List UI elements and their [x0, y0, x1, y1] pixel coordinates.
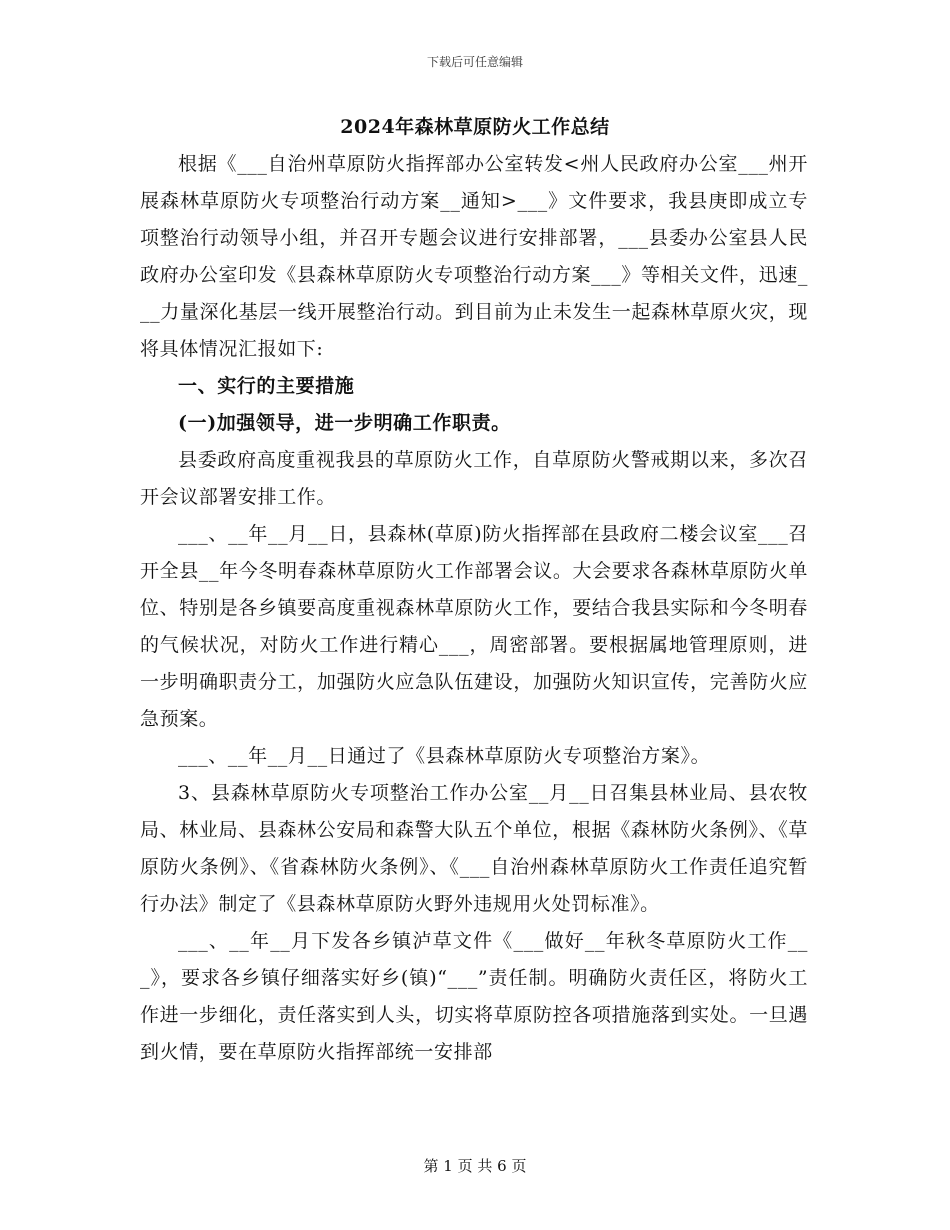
document-body — [140, 146, 808, 1071]
paragraph-intro: 根据《___自治州草原防火指挥部办公室转发<州人民政府办公室___州开展森林草原防火专项整治行动方案__通知>___》文件要求，我县庚即成立专项整治行动领导小组，并召开专题会议进行安排部署，___县委办公室县人民政府办公室印发《县森林草原防火专项整治行动方案___》等相关文件，迅速___力量深化基层一线开展整治行动。到目前为止未发生一起森林草原火灾，现将具体情况汇报如下: — [140, 153, 808, 360]
paragraph-plan-approved: ___、__年__月__日通过了《县森林草原防火专项整治方案》。 — [178, 745, 711, 767]
paragraph-township-notice: ___、__年__月下发各乡镇泸草文件《___做好__年秋冬草原防火工作___》，要求各乡镇仔细落实好乡(镇)“___”责任制。明确防火责任区，将防火工作进一步细化，责任落实到人头，切实将草原防控各项措施落到实处。一旦遇到火情，要在草原防火指挥部统一安排部 — [140, 930, 808, 1063]
document-title: 2024年森林草原防火工作总结 — [340, 116, 610, 138]
page-header-note: 下载后可任意编辑 — [426, 55, 523, 69]
paragraph-leadership: 县委政府高度重视我县的草原防火工作，自草原防火警戒期以来，多次召开会议部署安排工作。 — [140, 449, 808, 508]
paragraph-penalty-standard: 3、县森林草原防火专项整治工作办公室__月__日召集县林业局、县农牧局、林业局、县森林公安局和森警大队五个单位，根据《森林防火条例》、《草原防火条例》、《省森林防火条例》、《___自治州森林草原防火工作责任追究暂行办法》制定了《县森林草原防火野外违规用火处罚标准》。 — [140, 782, 808, 915]
subsection-heading-leadership: (一)加强领导，进一步明确工作职责。 — [178, 412, 511, 434]
paragraph-meeting: ___、__年__月__日，县森林(草原)防火指挥部在县政府二楼会议室___召开全县__年今冬明春森林草原防火工作部署会议。大会要求各森林草原防火单位、特别是各乡镇要高度重视森林草原防火工作，要结合我县实际和今冬明春的气候状况，对防火工作进行精心___，周密部署。要根据属地管理原则，进一步明确职责分工，加强防火应急队伍建设，加强防火知识宣传，完善防火应急预案。 — [140, 523, 808, 730]
section-heading-main-measures: 一、实行的主要措施 — [178, 375, 355, 397]
page-number: 第 1 页 共 6 页 — [423, 1157, 527, 1175]
